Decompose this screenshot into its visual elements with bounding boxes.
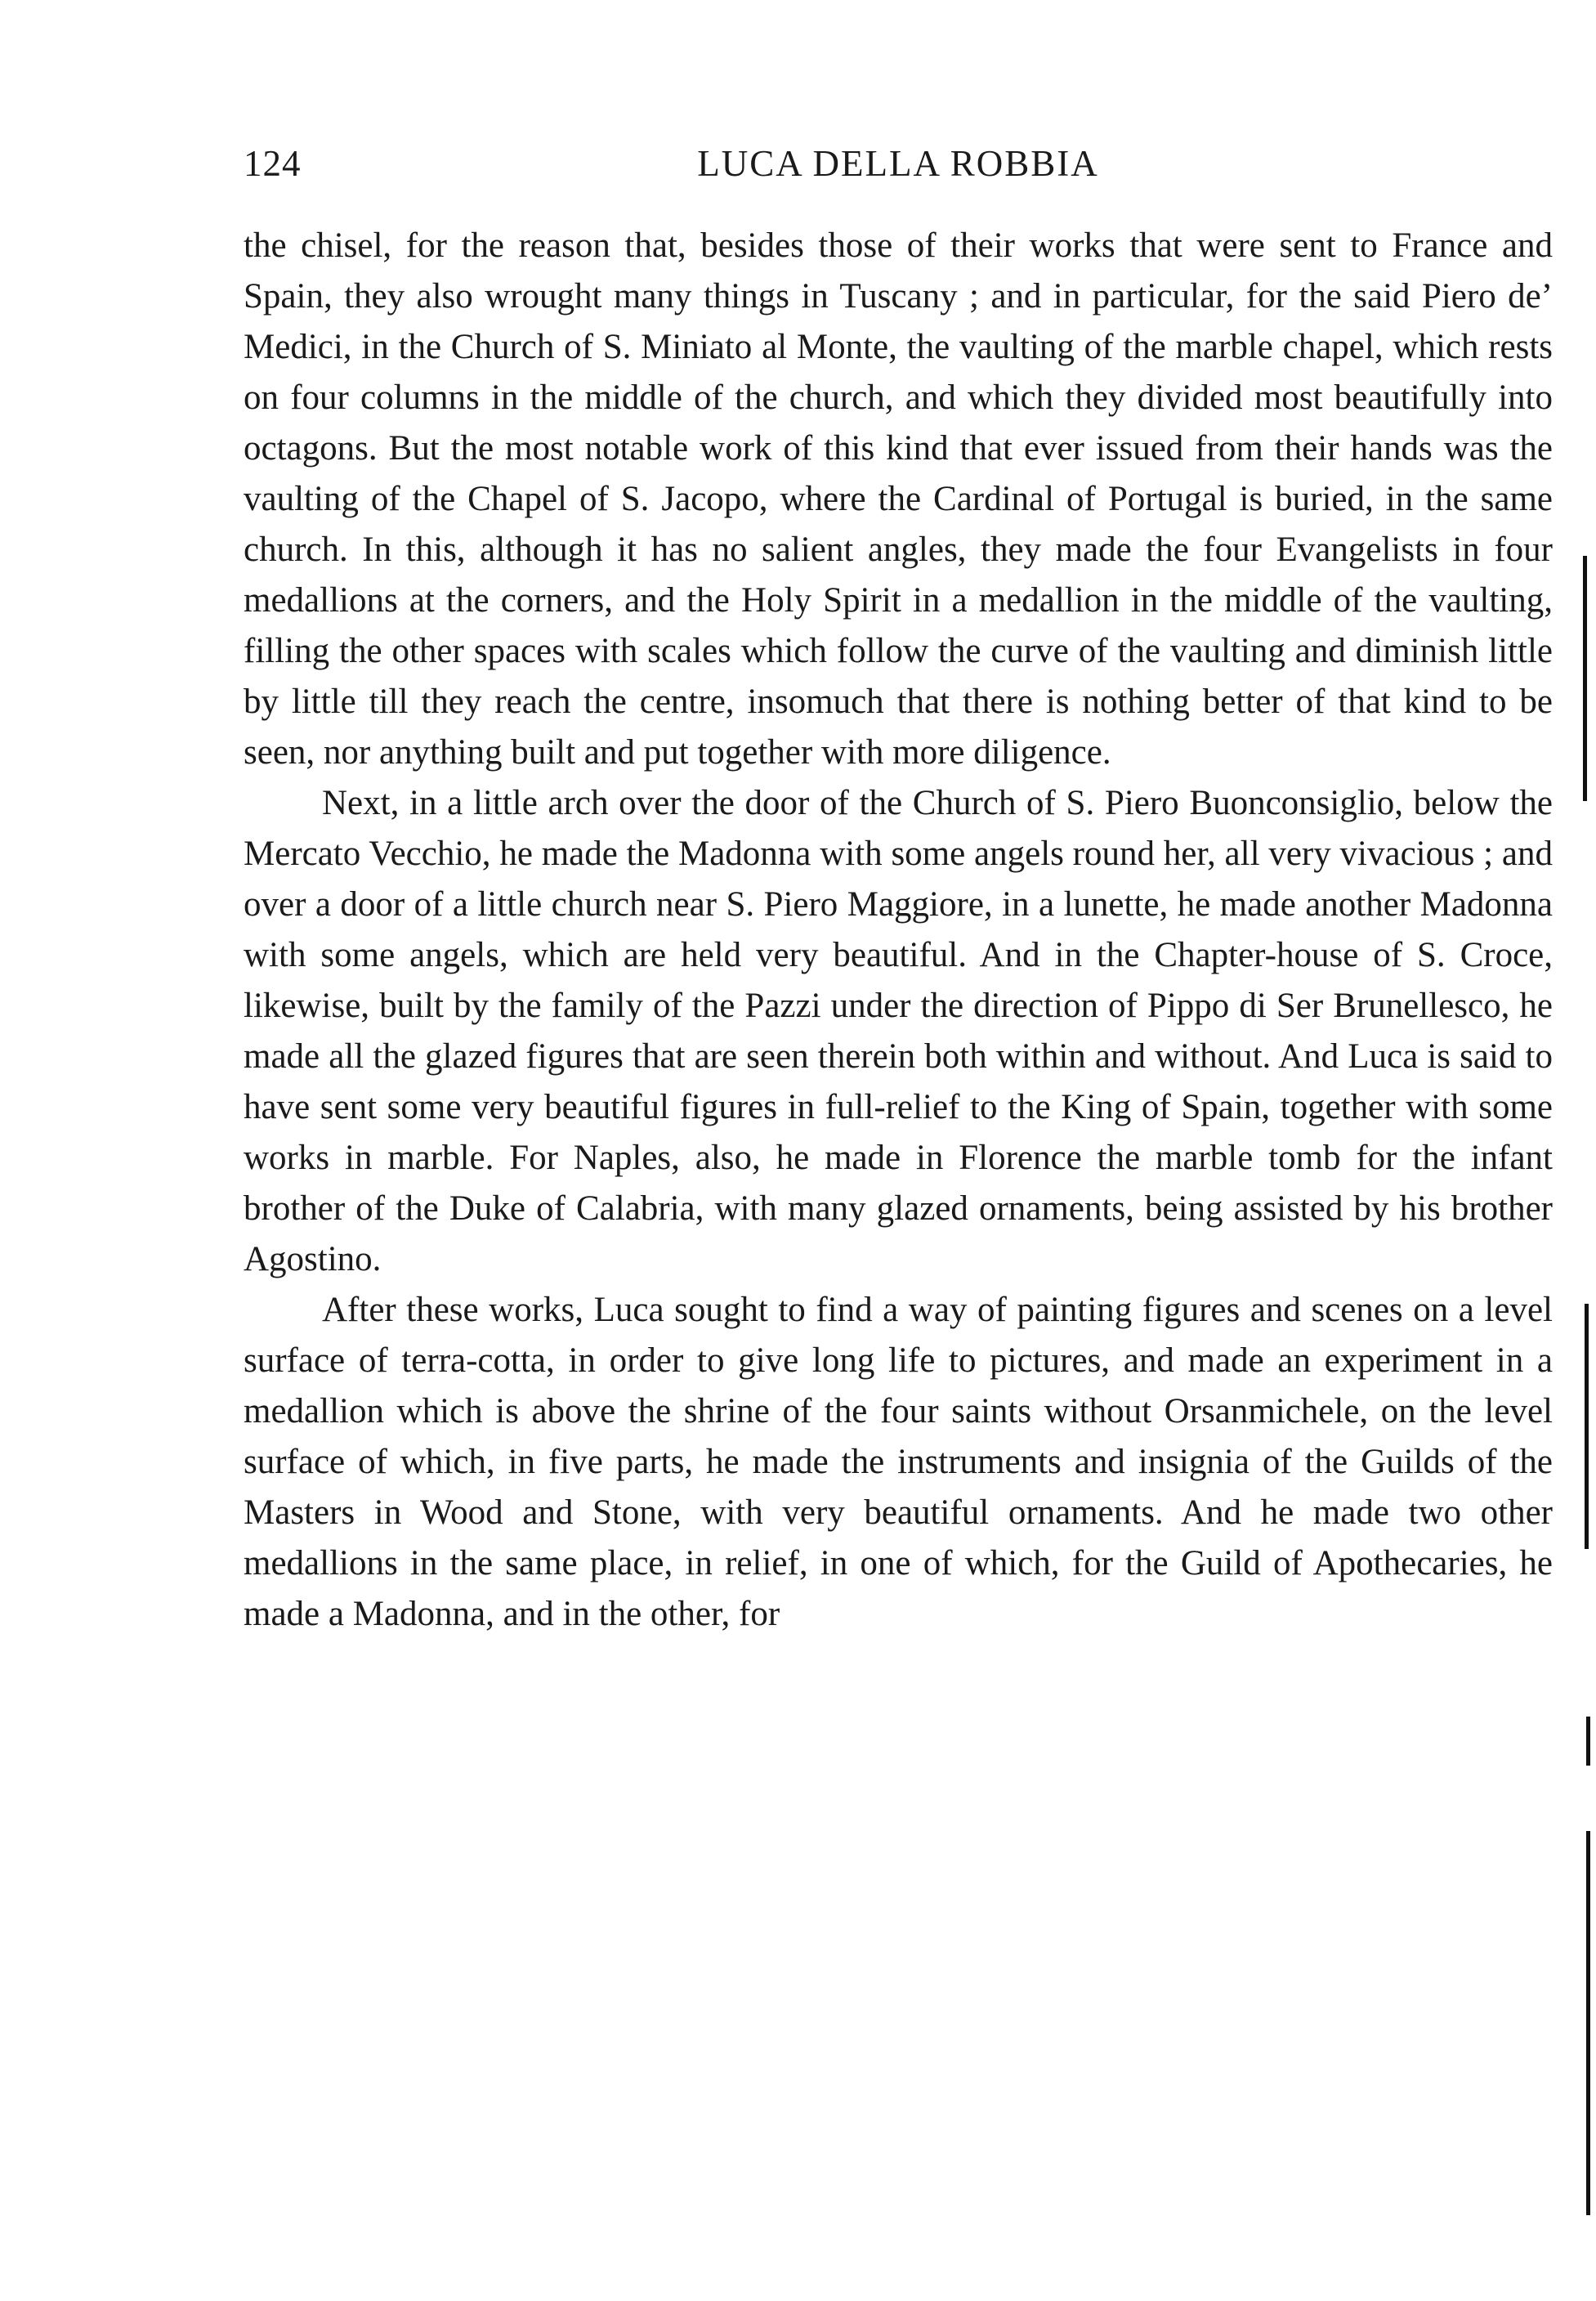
paragraph-1: the chisel, for the reason that, besides those of their works that were sent to France and Spain, they also wrought many things in Tuscany ; and in particular, for the said Piero de’ Medici, in the Church of S. Miniato al Monte, the vaulting of the marble chapel, which rests on four columns in the middle of the church, and which they divided most beautifully into octagons. But the most notable work of this kind that ever issued from their hands was the vaulting of the Chapel of S. Jacopo, where the Cardinal of Portugal is buried, in the same church. In this, although it has no salient angles, they made the four Evangelists in four medallions at the corners, and the Holy Spirit in a medallion in the middle of the vaulting, filling the other spaces with scales which follow the curve of the vaulting and diminish little by little till they reach the centre, insomuch that there is nothing better of that kind to be seen, nor anything built and put together with more diligence.	[244, 226, 1553, 772]
running-head	[244, 139, 1553, 188]
paragraph-2: Next, in a little arch over the door of the Church of S. Piero Buonconsiglio, below the Mercato Vecchio, he made the Madonna with some angels round her, all very vivacious ; and over a door of a little church near S. Piero Maggiore, in a lunette, he made another Madonna with some angels, which are held very beautiful. And in the Chapter-house of S. Croce, likewise, built by the family of the Pazzi under the direction of Pippo di Ser Brunellesco, he made all the glazed figures that are seen therein both within and without. And Luca is said to have sent some very beautiful figures in full-relief to the King of Spain, together with some works in marble. For Naples, also, he made in Florence the marble tomb for the infant brother of the Duke of Calabria, with many glazed ornaments, being assisted by his brother Agostino.	[244, 784, 1553, 1278]
paragraph-3: After these works, Luca sought to find a way of painting figures and scenes on a level surface of terra-cotta, in order to give long life to pictures, and made an experiment in a medallion which is above the shrine of the four saints without Orsanmichele, on the level surface of which, in five parts, he made the instruments and insignia of the Guilds of the Masters in Wood and Stone, with very beautiful ornaments. And he made two other medallions in the same place, in relief, in one of which, for the Guild of Apothecaries, he made a Madonna, and in the other, for	[244, 1291, 1553, 1633]
scan-edge-mark	[1586, 1717, 1590, 1766]
page-number: 124	[244, 143, 302, 184]
scan-edge-mark	[1585, 1304, 1589, 1549]
scan-edge-mark	[1586, 1831, 1590, 2215]
running-title: LUCA DELLA ROBBIA	[697, 143, 1099, 184]
body-text	[244, 221, 1553, 1640]
scan-edge-mark	[1583, 556, 1587, 801]
